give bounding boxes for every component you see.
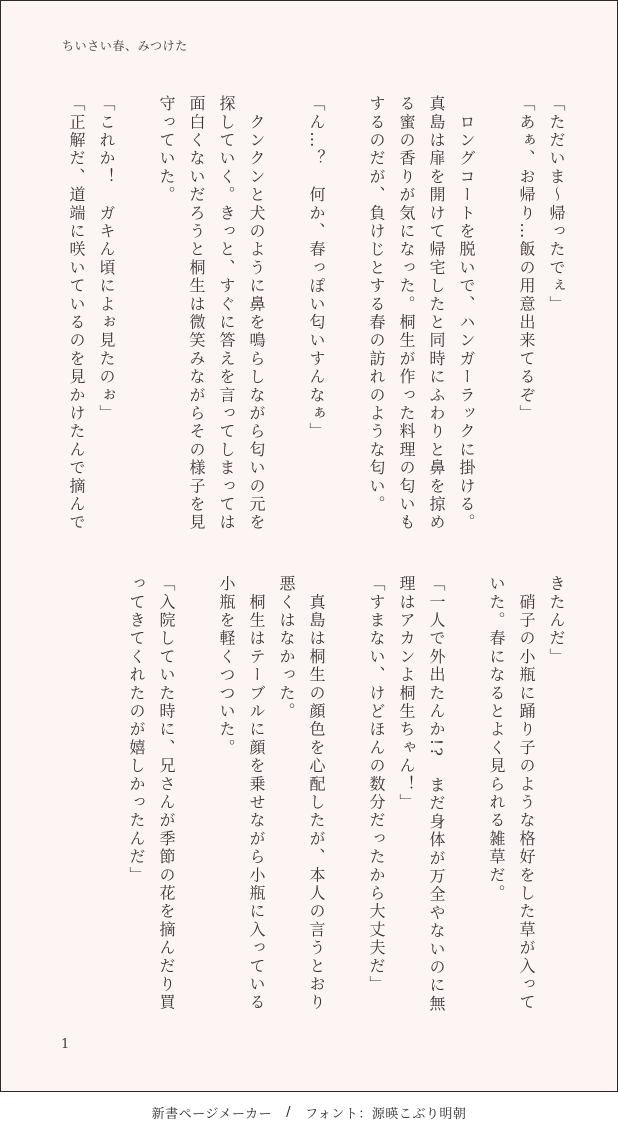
lower-text-block: きたんだ」 硝子の小瓶に踊り子のような格好をした草が入って いた。春になるとよく見られる雑草だ。 「一人で外出たんか!? まだ身体が万全やないのに無 理はアカンよ桐生ちゃん！」 「すまない、けどほんの数分だったから大丈夫だ」 真島は桐生の顔色を心配したが、本人の言うとおり 悪くはなかった。 桐生はテーブルに顔を乗せながら小瓶に入っている 小瓶を軽くつついた。 「入院していた時に、兄さんが季節の花を摘んだり買 ってきてくれたのが嬉しかったんだ」 xyxy=(127,575,566,1014)
footer-credit xyxy=(0,1092,618,1132)
footer-separator: / xyxy=(286,1104,292,1120)
page-number: 1 xyxy=(61,1037,70,1052)
footer-app-name: 新書ページメーカー xyxy=(151,1106,273,1122)
footer-font-credit: フォント：源暎こぶり明朝 xyxy=(305,1106,467,1122)
chapter-title: ちいさい春、みつけた xyxy=(62,39,188,53)
upper-text-block: 「ただいま〜帰ったでぇ」 「あぁ、お帰り…飯の用意出来てるぞ」 ロングコートを脱いで、ハンガーラックに掛ける。 真島は扉を開けて帰宅したと同時にふわりと鼻を掠め る蜜の香りが気になった。桐生が作った料理の匂いも するのだが、負けじとする春の訪れのような匂い。 「ん…？ 何か、春っぽい匂いすんなぁ」 クンクンと犬のように鼻を鳴らしながら匂いの元を 探していく。きっと、すぐに答えを言ってしまっては 面白くないだろうと桐生は微笑みながらその様子を見 守っていた。 「これか！ ガキん頃によぉ見たのぉ」 「正解だ、道端に咲いているのを見かけたんで摘んで xyxy=(67,95,566,532)
